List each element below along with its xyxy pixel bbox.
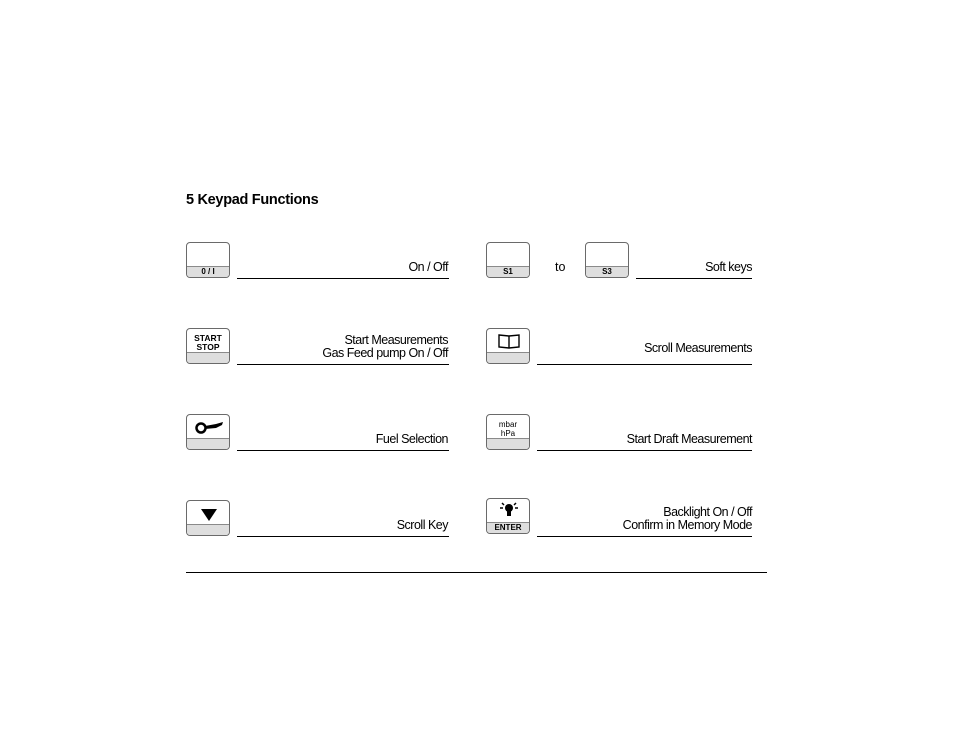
on-off-key[interactable] [186, 242, 230, 278]
backlight-underline [537, 536, 752, 537]
fuel-selection-underline [237, 450, 449, 451]
section-title: 5 Keypad Functions [186, 192, 319, 208]
hpa-label: hPa [500, 429, 516, 438]
scroll-key-base [187, 524, 229, 535]
scroll-key-underline [237, 536, 449, 537]
start-measurements-description [322, 334, 448, 360]
start-measurements-underline [237, 364, 449, 365]
enter-key[interactable] [486, 498, 530, 534]
scroll-measurements-description: Scroll Measurements [644, 341, 752, 355]
page-bottom-rule [186, 572, 767, 573]
s3-key[interactable] [585, 242, 629, 278]
to-label: to [555, 260, 566, 274]
on-off-description: On / Off [408, 260, 448, 274]
start-stop-key-label [187, 334, 229, 352]
burner-icon [194, 420, 224, 434]
soft-keys-description: Soft keys [705, 260, 752, 274]
fuel-selection-key[interactable] [186, 414, 230, 450]
fuel-selection-key-base [187, 438, 229, 449]
scroll-measurements-underline [537, 364, 752, 365]
on-off-key-label: 0 / I [187, 266, 229, 277]
enter-key-label: ENTER [487, 522, 529, 533]
scroll-measurements-key[interactable] [486, 328, 530, 364]
s1-key[interactable] [486, 242, 530, 278]
book-icon [498, 333, 520, 350]
scroll-key-description: Scroll Key [396, 518, 448, 532]
s3-key-label: S3 [586, 266, 628, 277]
scroll-key[interactable] [186, 500, 230, 536]
start-measurements-line2: Gas Feed pump On / Off [322, 346, 448, 360]
draft-measurement-key-base [487, 438, 529, 449]
soft-keys-underline [636, 278, 752, 279]
stop-label: STOP [196, 342, 220, 352]
arrow-down-icon [200, 508, 218, 522]
on-off-underline [237, 278, 449, 279]
draft-measurement-key[interactable] [486, 414, 530, 450]
start-draft-underline [537, 450, 752, 451]
scroll-measurements-key-base [487, 352, 529, 363]
backlight-line2: Confirm in Memory Mode [622, 518, 752, 532]
backlight-description [623, 506, 752, 532]
s1-key-label: S1 [487, 266, 529, 277]
start-stop-key[interactable] [186, 328, 230, 364]
mbar-label: mbar [498, 420, 518, 429]
light-bulb-icon [499, 502, 519, 518]
mbar-hpa-key-label [487, 420, 529, 438]
start-measurements-line1: Start Measurements [344, 333, 448, 347]
start-draft-description: Start Draft Measurement [626, 432, 752, 446]
start-label: START [194, 333, 222, 343]
backlight-line1: Backlight On / Off [663, 505, 752, 519]
start-stop-key-base [187, 352, 229, 363]
fuel-selection-description: Fuel Selection [375, 432, 448, 446]
